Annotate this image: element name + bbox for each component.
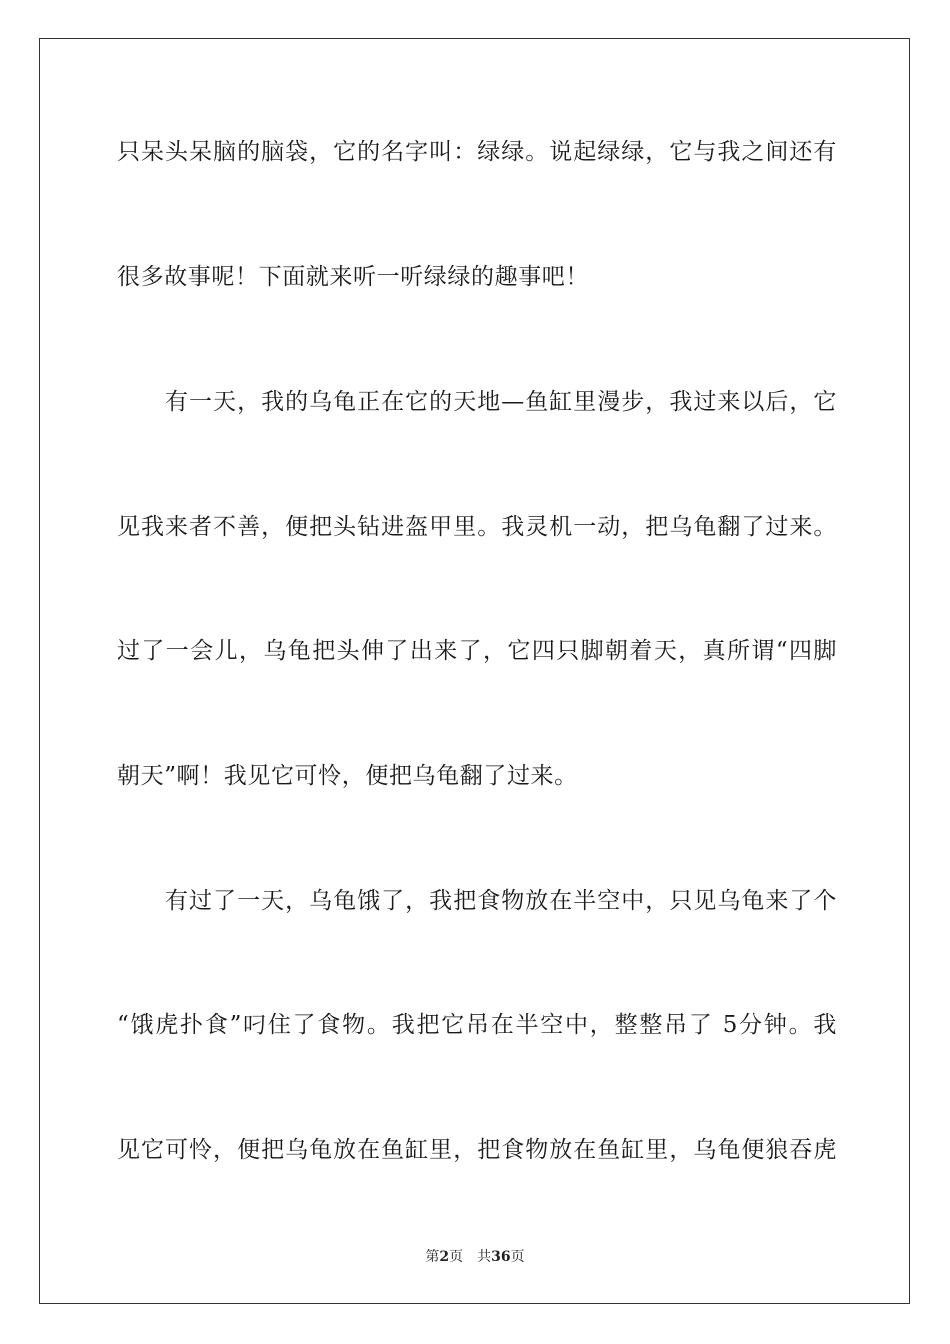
total-suffix: 页 — [510, 1249, 525, 1265]
text-line: 见它可怜，便把乌龟放在鱼缸里，把食物放在鱼缸里，乌龟便狼吞虎 — [117, 1137, 837, 1163]
text-line: 很多故事呢！下面就来听一听绿绿的趣事吧！ — [117, 264, 589, 290]
total-prefix: 共 — [477, 1249, 492, 1265]
text-line: 见我来者不善，便把头钻进盔甲里。我灵机一动，把乌龟翻了过来。 — [117, 514, 837, 540]
text-line: 过了一会儿，乌龟把头伸了出来了，它四只脚朝着天，真所谓“四脚 — [117, 638, 837, 664]
page-number: 2 — [439, 1249, 450, 1265]
text-line: “饿虎扑食”叼住了食物。我把它吊在半空中，整整吊了 5分钟。我 — [117, 1012, 837, 1038]
page-prefix: 第 — [425, 1249, 440, 1265]
text-line: 只呆头呆脑的脑袋，它的名字叫：绿绿。说起绿绿，它与我之间还有 — [117, 139, 837, 165]
text-line: 有一天，我的乌龟正在它的天地—鱼缸里漫步，我过来以后，它 — [117, 389, 837, 415]
page-footer — [0, 1248, 950, 1266]
total-pages: 36 — [491, 1249, 511, 1265]
text-line: 朝天”啊！我见它可怜，便把乌龟翻了过来。 — [117, 763, 578, 789]
text-line: 有过了一天，乌龟饿了，我把食物放在半空中，只见乌龟来了个 — [117, 888, 837, 914]
page-suffix: 页 — [449, 1249, 464, 1265]
page-border — [39, 38, 910, 1304]
